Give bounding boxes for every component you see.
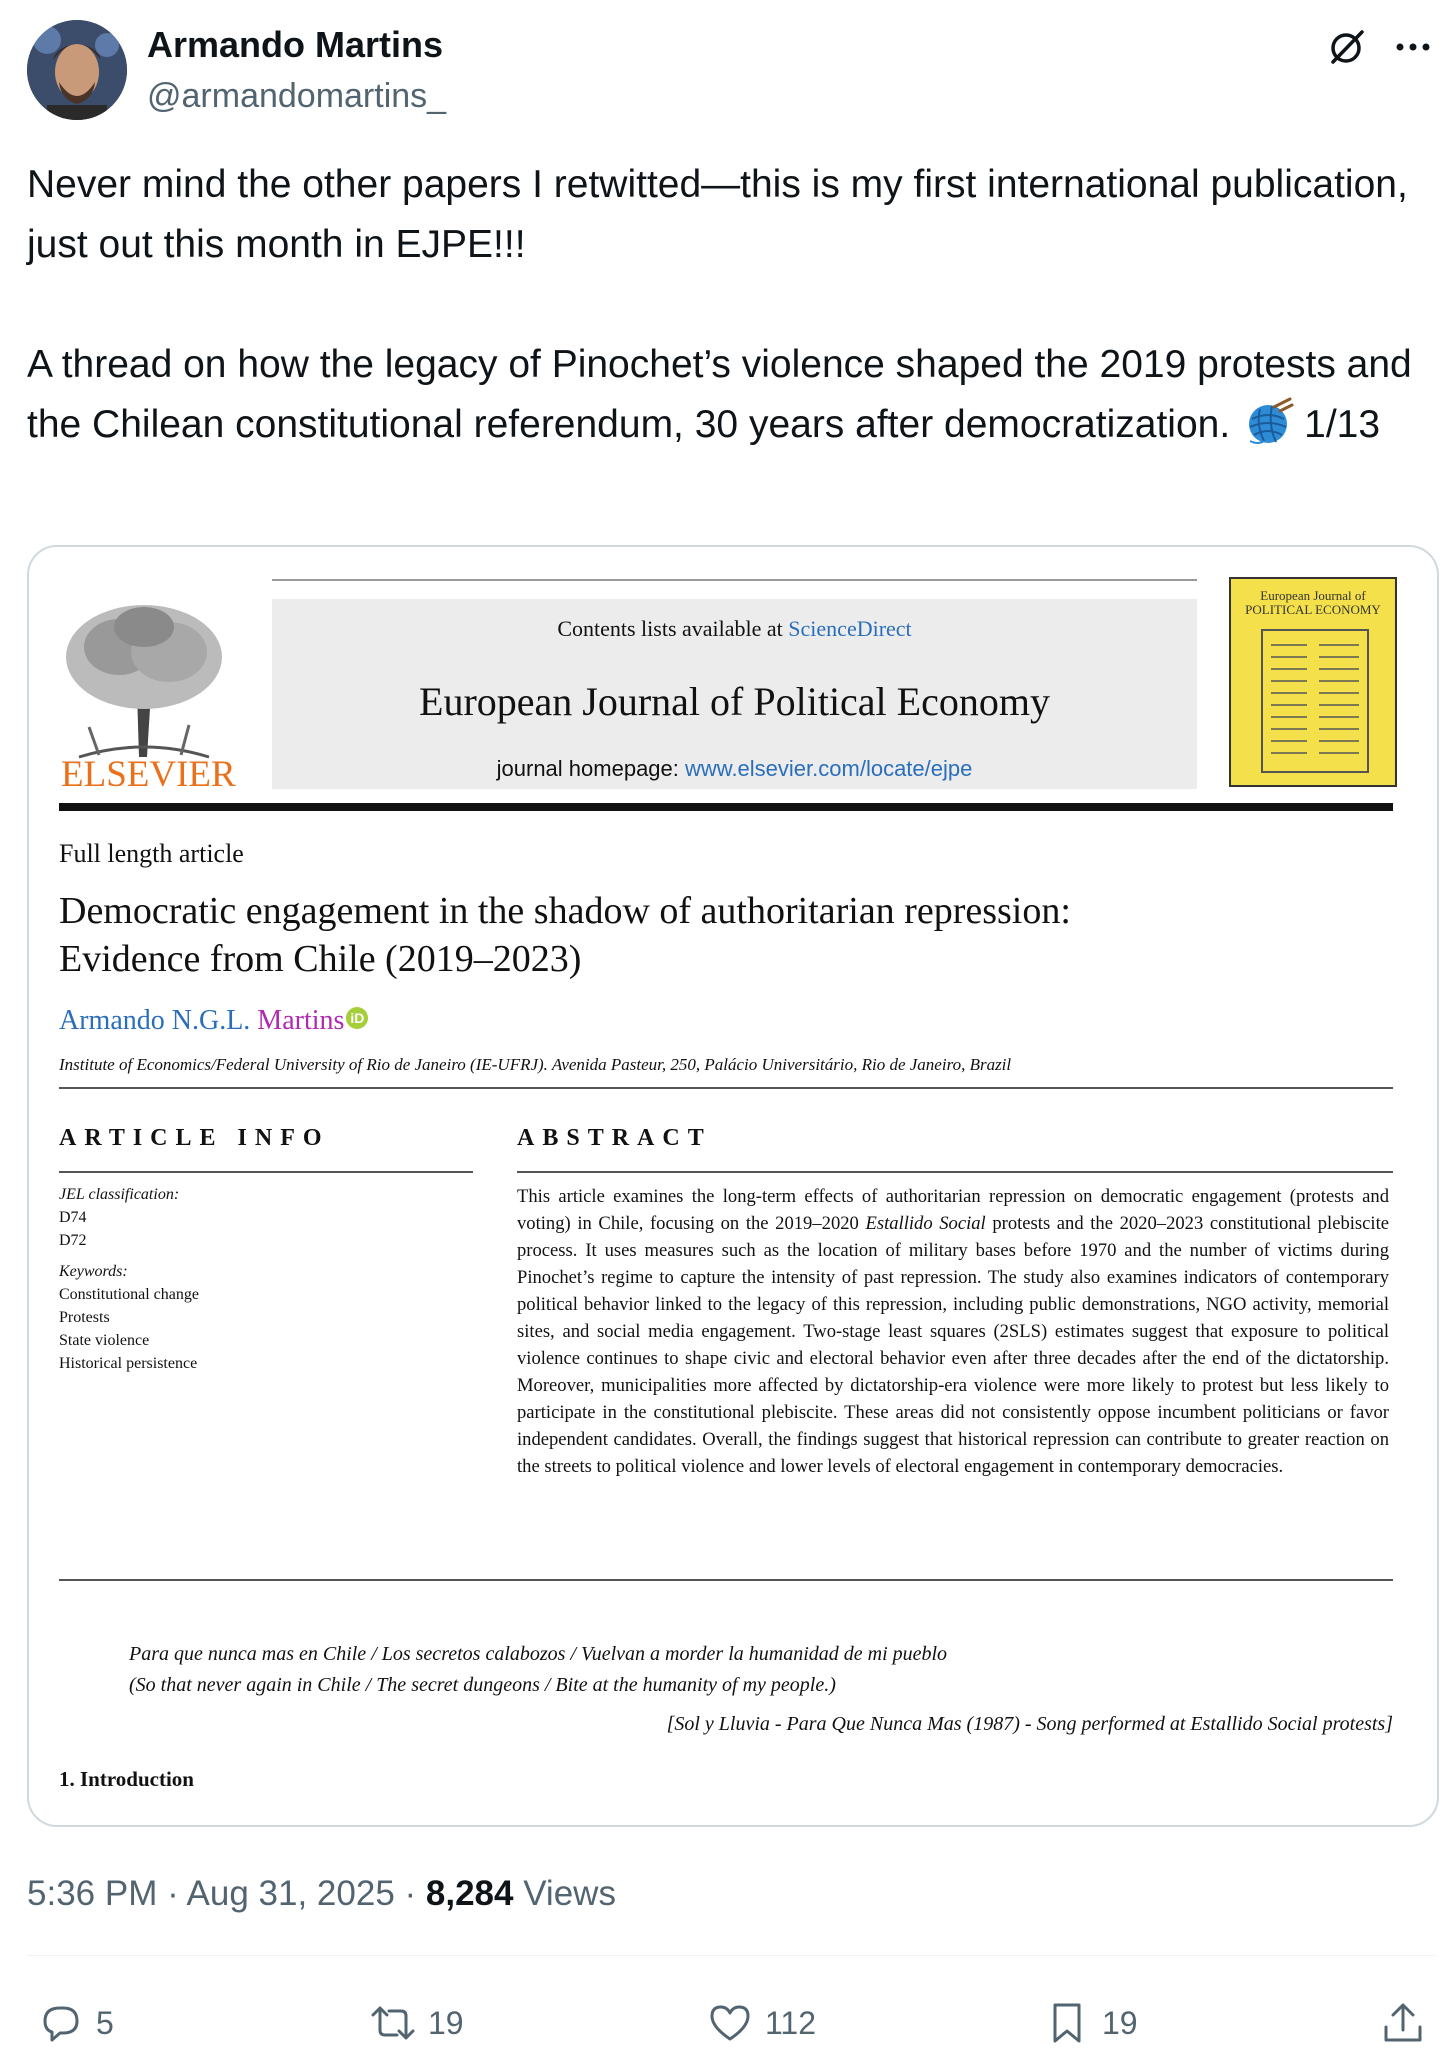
cover-text-lines [1263, 631, 1367, 771]
keywords-label: Keywords: [59, 1263, 128, 1280]
views-label: Views [513, 1874, 616, 1913]
post-time[interactable]: 5:36 PM [27, 1874, 158, 1913]
affiliation: Institute of Economics/Federal University of Rio de Janeiro (IE-UFRJ). Avenida Pasteur, 250, Palácio Universitário, Rio de Janeiro, Brazil [59, 1055, 1012, 1074]
paper-author-surname: Martins [257, 1005, 345, 1036]
article-title-line-1: Democratic engagement in the shadow of authoritarian repression: [59, 890, 1071, 932]
jel-code: D74 [59, 1209, 87, 1226]
abstract-emphasis: Estallido Social [865, 1213, 986, 1234]
thread-counter: 1/13 [1304, 403, 1381, 446]
orcid-icon: iD [346, 1007, 368, 1029]
meta-separator: · [394, 1874, 426, 1913]
header-rule [272, 579, 1197, 581]
abstract-text [517, 1183, 1389, 1480]
epigraph-line-1: Para que nunca mas en Chile / Los secretos calabozos / Vuelvan a morder la humanidad de mi pueblo [129, 1643, 948, 1665]
repost-button[interactable] [370, 1998, 464, 2048]
share-button[interactable] [1380, 1998, 1426, 2048]
actions-divider [27, 1955, 1435, 1956]
avatar-image [27, 20, 127, 120]
abstract-heading: ABSTRACT [517, 1125, 712, 1151]
divider-1 [59, 1087, 1393, 1089]
divider-2 [59, 1579, 1393, 1581]
tweet-paragraph-2 [27, 335, 1427, 455]
article-type: Full length article [59, 839, 244, 868]
bookmark-icon [1044, 2000, 1090, 2046]
article-info [59, 1183, 459, 1375]
jel-code: D72 [59, 1232, 87, 1249]
avatar[interactable] [27, 20, 127, 120]
reply-icon [38, 2000, 84, 2046]
tweet-paragraph-2-text: A thread on how the legacy of Pinochet’s violence shaped the 2019 protests and the Chilean constitutional referendum, 30 years after democratization. [27, 343, 1412, 446]
post-date[interactable]: Aug 31, 2025 [186, 1874, 395, 1913]
reply-count: 5 [96, 2004, 114, 2041]
info-rule [59, 1171, 473, 1173]
tweet-metadata [27, 1872, 616, 1916]
homepage-url: www.elsevier.com/locate/ejpe [685, 756, 973, 781]
like-icon [707, 2000, 753, 2046]
tweet-paragraph-1: Never mind the other papers I retwitted—this is my first international publication, just out this month in EJPE!!! [27, 163, 1408, 266]
epigraph-source: [Sol y Lluvia - Para Que Nunca Mas (1987) - Song performed at Estallido Social protests] [666, 1713, 1393, 1735]
keyword: State violence [59, 1332, 150, 1349]
paper-page [29, 547, 1437, 1825]
article-info-heading: ARTICLE INFO [59, 1125, 330, 1151]
paper-author-given: Armando N.G.L. [59, 1005, 258, 1036]
contents-prefix: Contents lists available at [557, 616, 789, 641]
author-name[interactable]: Armando Martins [147, 24, 444, 65]
share-icon [1380, 2000, 1426, 2046]
keyword: Historical persistence [59, 1355, 198, 1372]
jel-label: JEL classification: [59, 1186, 180, 1203]
epigraph [129, 1639, 1393, 1701]
intro-heading: 1. Introduction [59, 1767, 194, 1791]
keyword: Protests [59, 1309, 110, 1326]
contents-line [272, 615, 1197, 643]
article-title-line-2: Evidence from Chile (2019–2023) [59, 938, 582, 980]
bookmark-button[interactable] [1044, 1998, 1138, 2048]
yarn-emoji [1244, 397, 1294, 447]
media-card[interactable] [27, 545, 1439, 1827]
elsevier-wordmark: ELSEVIER [61, 754, 236, 795]
cover-title: European Journal of POLITICAL ECONOMY [1245, 588, 1381, 617]
homepage-line [272, 755, 1197, 783]
keyword: Constitutional change [59, 1286, 199, 1303]
thick-divider [59, 803, 1393, 811]
repost-count: 19 [428, 2004, 464, 2041]
more-icon[interactable] [1390, 24, 1436, 70]
abstract-rule [517, 1171, 1393, 1173]
sciencedirect-link: ScienceDirect [788, 616, 912, 641]
grok-icon[interactable] [1324, 24, 1370, 70]
tweet-text [27, 155, 1427, 455]
journal-cover [1229, 577, 1397, 787]
epigraph-line-2: (So that never again in Chile / The secret dungeons / Bite at the humanity of my people.) [129, 1674, 836, 1696]
abstract-part-1: This article examines the long-term effects of authoritarian repression on democratic engagement (protests and voting) in Chile, focusing on the 2019–2020 [517, 1186, 1389, 1234]
homepage-prefix: journal homepage: [496, 756, 685, 781]
bookmark-count: 19 [1102, 2004, 1138, 2041]
journal-header-box [272, 599, 1197, 789]
views-count: 8,284 [425, 1874, 514, 1913]
like-button[interactable] [707, 1998, 816, 2048]
abstract-part-2: protests and the 2020–2023 constitutional plebiscite process. It uses measures such as the location of military bases before 1970 and the number of victims during Pinochet’s regime to capture the intensity of past repression. The study also examines indicators of contemporary political behavior linked to the legacy of this repression, including public demonstrations, NGO activity, memorial sites, and social media engagement. Two-stage least squares (2SLS) estimates suggest that exposure to political violence continues to shape civic and electoral behavior even after three decades after the end of the dictatorship. Moreover, municipalities more affected by dictatorship-era violence were more likely to protest but less likely to participate in the constitutional plebiscite. These areas did not consistently oppose incumbent politicians or favor independent candidates. Overall, the findings suggest that historical repression can contribute to greater reaction on the streets to political violence and lower levels of electoral engagement in contemporary democracies. [517, 1213, 1389, 1477]
paper-author [59, 1003, 368, 1039]
journal-title: European Journal of Political Economy [419, 679, 1050, 724]
author-handle[interactable]: @armandomartins_ [147, 77, 447, 115]
elsevier-tree-logo [59, 597, 229, 762]
cover-contents [1261, 629, 1369, 773]
reply-button[interactable] [38, 1998, 114, 2048]
article-title [59, 887, 1359, 983]
repost-icon [370, 2000, 416, 2046]
like-count: 112 [765, 2004, 817, 2041]
meta-separator: · [157, 1874, 187, 1913]
